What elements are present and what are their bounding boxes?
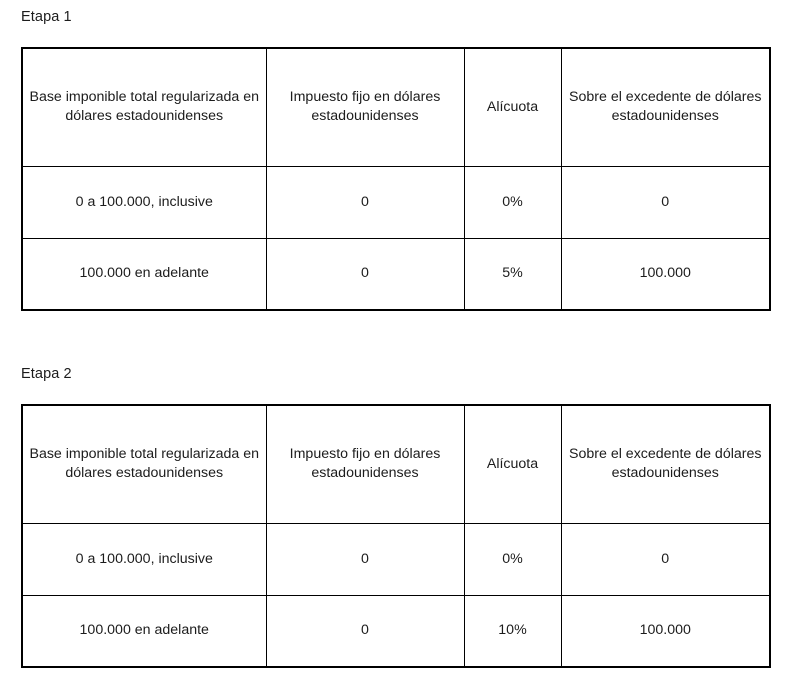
table-row	[22, 166, 770, 238]
cell-sobre-excedente	[561, 166, 770, 238]
column-header-impuesto-fijo	[266, 405, 464, 523]
tax-bracket-table-etapa-2	[21, 404, 771, 668]
section-etapa-2	[0, 365, 800, 668]
table-row	[22, 523, 770, 595]
section-label-etapa-2: Etapa 2	[21, 366, 72, 382]
column-header-alicuota	[464, 48, 561, 166]
cell-base-imponible	[22, 595, 266, 667]
cell-text: 0	[361, 622, 369, 639]
column-header-alicuota	[464, 405, 561, 523]
cell-text: 0	[661, 193, 670, 210]
table-header-row	[22, 405, 770, 523]
section-etapa-1	[0, 8, 800, 311]
cell-text: 0	[361, 193, 369, 210]
cell-impuesto-fijo	[266, 595, 464, 667]
table-wrapper-etapa-2	[21, 404, 769, 668]
cell-impuesto-fijo	[266, 166, 464, 238]
column-header-base-imponible	[22, 48, 266, 166]
column-header-text: Sobre el excedente de dólares estadounidenses	[569, 446, 762, 482]
cell-alicuota	[464, 523, 561, 595]
table-row	[22, 238, 770, 310]
table-wrapper-etapa-1	[21, 47, 769, 311]
column-header-sobre-excedente	[561, 48, 770, 166]
cell-sobre-excedente	[561, 523, 770, 595]
column-header-text: Impuesto fijo en dólares estadounidenses	[289, 89, 441, 125]
cell-text: 0	[361, 550, 369, 567]
column-header-text: Sobre el excedente de dólares estadounidenses	[569, 89, 762, 125]
cell-base-imponible	[22, 166, 266, 238]
cell-text: 100.000	[639, 265, 691, 282]
cell-alicuota	[464, 166, 561, 238]
cell-text: 0 a 100.000, inclusive	[75, 193, 213, 210]
cell-sobre-excedente	[561, 595, 770, 667]
cell-base-imponible	[22, 523, 266, 595]
column-header-sobre-excedente	[561, 405, 770, 523]
cell-alicuota	[464, 238, 561, 310]
column-header-base-imponible	[22, 405, 266, 523]
column-header-text: Alícuota	[486, 98, 539, 115]
column-header-text: Impuesto fijo en dólares estadounidenses	[289, 446, 441, 482]
cell-text: 5%	[502, 265, 523, 282]
table-body-etapa-1	[22, 166, 770, 310]
table-row	[22, 595, 770, 667]
cell-text: 100.000	[639, 622, 691, 639]
cell-sobre-excedente	[561, 238, 770, 310]
tax-bracket-table-etapa-1	[21, 47, 771, 311]
cell-text: 0	[361, 265, 369, 282]
column-header-text: Base imponible total regularizada en dólares estadounidenses	[29, 446, 259, 482]
column-header-impuesto-fijo	[266, 48, 464, 166]
cell-impuesto-fijo	[266, 238, 464, 310]
table-header-etapa-2	[22, 405, 770, 523]
table-header-etapa-1	[22, 48, 770, 166]
cell-text: 0 a 100.000, inclusive	[75, 550, 213, 567]
section-label-etapa-1: Etapa 1	[21, 9, 72, 25]
cell-text: 100.000 en adelante	[79, 622, 209, 639]
cell-text: 100.000 en adelante	[79, 265, 209, 282]
cell-text: 0%	[502, 193, 523, 210]
cell-alicuota	[464, 595, 561, 667]
cell-impuesto-fijo	[266, 523, 464, 595]
column-header-text: Alícuota	[486, 455, 539, 472]
table-header-row	[22, 48, 770, 166]
table-body-etapa-2	[22, 523, 770, 667]
cell-text: 10%	[498, 622, 527, 639]
column-header-text: Base imponible total regularizada en dólares estadounidenses	[29, 89, 259, 125]
cell-base-imponible	[22, 238, 266, 310]
cell-text: 0%	[502, 550, 523, 567]
cell-text: 0	[661, 550, 670, 567]
